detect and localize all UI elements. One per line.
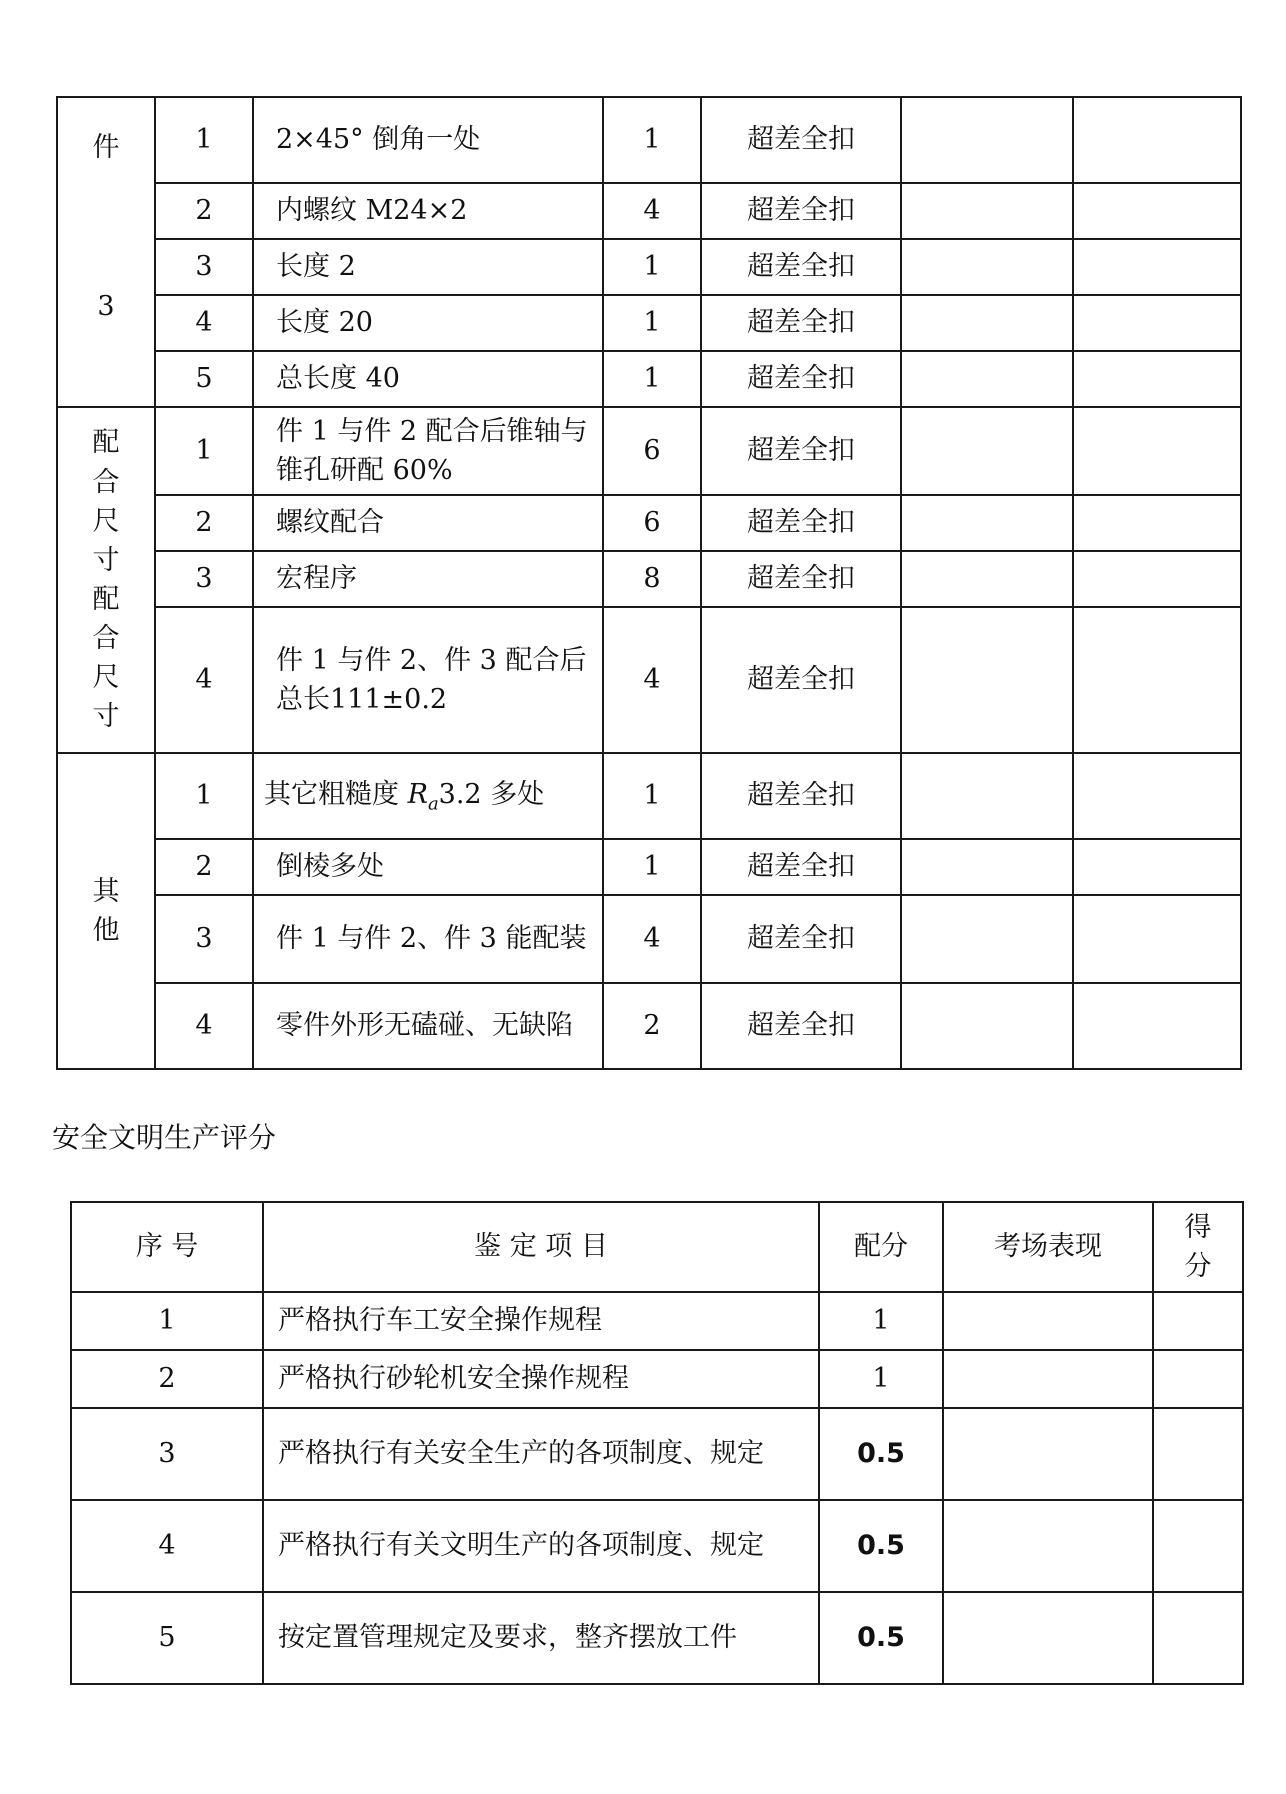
header-result: 得 分 [1153,1202,1243,1292]
score-value: 4 [603,607,701,753]
rule-text: 超差全扣 [701,495,901,551]
result-cell [1153,1350,1243,1408]
blank-cell [901,239,1073,295]
rule-text: 超差全扣 [701,97,901,183]
item-text: 按定置管理规定及要求，整齐摆放工件 [263,1592,819,1684]
performance-cell [943,1592,1153,1684]
row-number: 5 [71,1592,263,1684]
item-text: 严格执行砂轮机安全操作规程 [263,1350,819,1408]
item-text: 总长度 40 [253,351,603,407]
rule-text: 超差全扣 [701,607,901,753]
result-cell [1153,1292,1243,1350]
score-value: 1 [603,753,701,839]
item-text: 2×45° 倒角一处 [253,97,603,183]
score-value: 1 [603,295,701,351]
rule-text: 超差全扣 [701,839,901,895]
item-text: 件 1 与件 2 配合后锥轴与锥孔研配 60% [253,407,603,495]
table-row [71,1500,1243,1592]
blank-cell [1073,239,1241,295]
roughness-symbol: R [407,778,428,810]
blank-cell [901,495,1073,551]
group-label-fit-dimension: 配 合 尺 寸 配 合 尺 寸 [57,407,155,753]
table-row [57,97,1241,183]
performance-cell [943,1292,1153,1350]
table-row [57,183,1241,239]
item-text: 倒棱多处 [253,839,603,895]
table-row [57,983,1241,1069]
row-number: 2 [155,839,253,895]
item-text: 内螺纹 M24×2 [253,183,603,239]
group-label-other: 其 他 [57,753,155,1069]
score-value: 2 [603,983,701,1069]
rule-text: 超差全扣 [701,351,901,407]
table-row [57,551,1241,607]
table-row [57,495,1241,551]
item-text: 件 1 与件 2、件 3 能配装 [253,895,603,983]
row-number: 2 [155,495,253,551]
row-number: 1 [155,753,253,839]
table-row [71,1350,1243,1408]
row-number: 3 [155,239,253,295]
item-text: 件 1 与件 2、件 3 配合后总长111±0.2 [253,607,603,753]
blank-cell [901,183,1073,239]
score-value: 1 [603,239,701,295]
blank-cell [901,607,1073,753]
blank-cell [1073,895,1241,983]
rule-text: 超差全扣 [701,183,901,239]
blank-cell [1073,183,1241,239]
table-row [57,295,1241,351]
item-text: 严格执行有关文明生产的各项制度、规定 [263,1500,819,1592]
row-number: 4 [155,295,253,351]
row-number: 5 [155,351,253,407]
table-row [57,407,1241,495]
blank-cell [901,551,1073,607]
blank-cell [901,351,1073,407]
blank-cell [901,753,1073,839]
row-number: 4 [155,607,253,753]
score-value: 6 [603,495,701,551]
row-number: 3 [155,895,253,983]
row-number: 1 [155,97,253,183]
performance-cell [943,1350,1153,1408]
blank-cell [1073,495,1241,551]
table-row [57,351,1241,407]
blank-cell [901,895,1073,983]
header-score: 配分 [819,1202,943,1292]
row-number: 1 [71,1292,263,1350]
table-row [57,895,1241,983]
score-value: 1 [603,351,701,407]
score-value: 4 [603,183,701,239]
table-row [57,239,1241,295]
rule-text: 超差全扣 [701,295,901,351]
row-number: 4 [155,983,253,1069]
scoring-table-parts [56,96,1242,1070]
item-text: 长度 20 [253,295,603,351]
table-row [57,607,1241,753]
header-no: 序 号 [71,1202,263,1292]
blank-cell [901,839,1073,895]
blank-cell [1073,97,1241,183]
score-value: 6 [603,407,701,495]
rule-text: 超差全扣 [701,895,901,983]
blank-cell [901,97,1073,183]
header-performance: 考场表现 [943,1202,1153,1292]
blank-cell [901,295,1073,351]
item-text: 严格执行车工安全操作规程 [263,1292,819,1350]
result-cell [1153,1592,1243,1684]
score-value: 1 [819,1350,943,1408]
rule-text: 超差全扣 [701,983,901,1069]
score-value: 1 [819,1292,943,1350]
item-text: 长度 2 [253,239,603,295]
row-number: 3 [71,1408,263,1500]
table-row [71,1592,1243,1684]
item-text: 宏程序 [253,551,603,607]
blank-cell [1073,295,1241,351]
blank-cell [1073,983,1241,1069]
performance-cell [943,1408,1153,1500]
item-text: 严格执行有关安全生产的各项制度、规定 [263,1408,819,1500]
blank-cell [1073,551,1241,607]
row-number: 3 [155,551,253,607]
result-cell [1153,1408,1243,1500]
table-row [57,839,1241,895]
item-text: 螺纹配合 [253,495,603,551]
rule-text: 超差全扣 [701,407,901,495]
rule-text: 超差全扣 [701,239,901,295]
result-cell [1153,1500,1243,1592]
table-row [71,1408,1243,1500]
score-value: 4 [603,895,701,983]
blank-cell [901,983,1073,1069]
row-number: 1 [155,407,253,495]
header-item: 鉴 定 项 目 [263,1202,819,1292]
blank-cell [1073,407,1241,495]
blank-cell [1073,753,1241,839]
row-number: 2 [71,1350,263,1408]
performance-cell [943,1500,1153,1592]
table-row [71,1292,1243,1350]
row-number: 2 [155,183,253,239]
item-text: 其它粗糙度 $R_a3.2$ 多处 [253,753,603,839]
blank-cell [1073,607,1241,753]
group-label-part3: 件 3 [57,97,155,407]
section-title: 安全文明生产评分 [52,1121,277,1154]
blank-cell [1073,839,1241,895]
safety-scoring-table [70,1201,1244,1685]
table-row [57,753,1241,839]
score-value: 0.5 [819,1408,943,1500]
roughness-subscript: a [427,793,439,815]
score-value: 1 [603,839,701,895]
rule-text: 超差全扣 [701,551,901,607]
blank-cell [1073,351,1241,407]
blank-cell [901,407,1073,495]
score-value: 8 [603,551,701,607]
item-text: 零件外形无磕碰、无缺陷 [253,983,603,1069]
score-value: 1 [603,97,701,183]
score-value: 0.5 [819,1592,943,1684]
header-row [71,1202,1243,1292]
row-number: 4 [71,1500,263,1592]
score-value: 0.5 [819,1500,943,1592]
rule-text: 超差全扣 [701,753,901,839]
